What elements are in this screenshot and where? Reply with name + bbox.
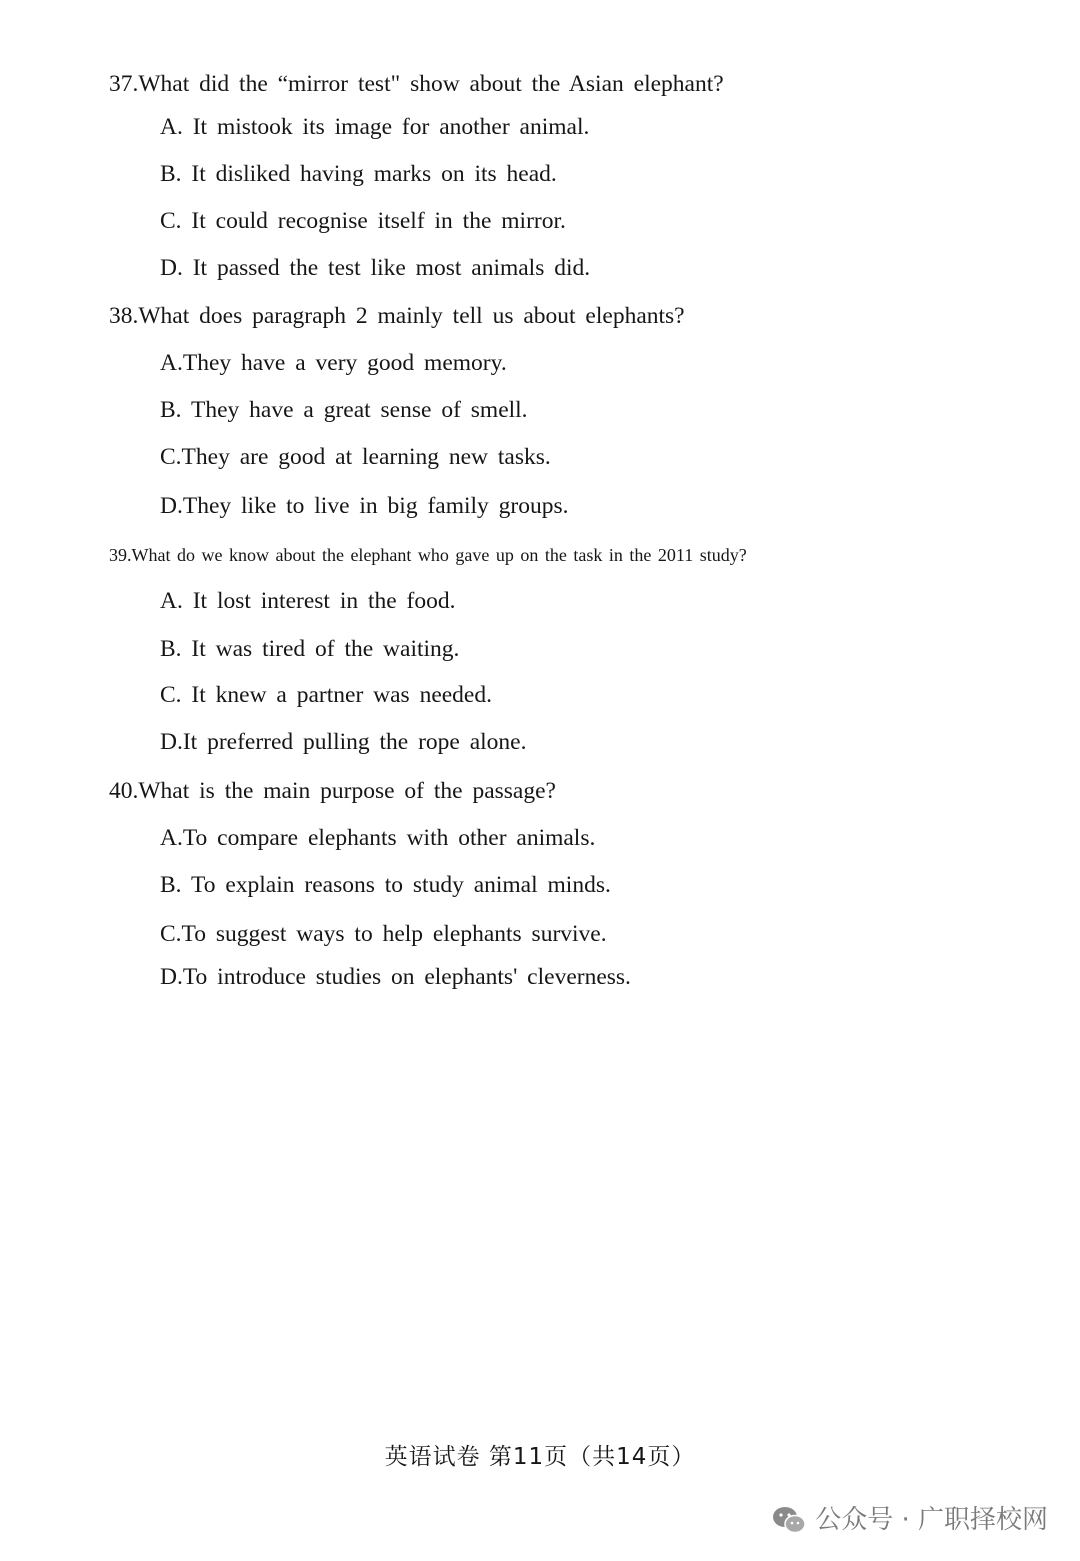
question-39-option-c: C. It knew a partner was needed. <box>160 682 492 708</box>
question-38: 38.What does paragraph 2 mainly tell us about elephants? <box>109 303 685 329</box>
page-footer: 英语试卷 第11页（共14页） <box>384 1444 696 1470</box>
question-37: 37.What did the “mirror test" show about the Asian elephant? <box>109 71 724 97</box>
question-37-option-a: A. It mistook its image for another animal. <box>160 114 590 140</box>
question-40: 40.What is the main purpose of the passage? <box>109 778 556 804</box>
question-37-option-c: C. It could recognise itself in the mirror. <box>160 208 566 234</box>
question-39-option-b: B. It was tired of the waiting. <box>160 636 460 662</box>
question-39-option-a: A. It lost interest in the food. <box>160 588 456 614</box>
question-38-option-c: C.They are good at learning new tasks. <box>160 444 551 470</box>
watermark <box>771 1505 1048 1535</box>
question-40-option-c: C.To suggest ways to help elephants survive. <box>160 921 607 947</box>
question-37-option-d: D. It passed the test like most animals did. <box>160 255 591 281</box>
watermark-text: 公众号 · 广职择校网 <box>815 1505 1048 1535</box>
question-38-option-d: D.They like to live in big family groups. <box>160 493 569 519</box>
question-40-option-d: D.To introduce studies on elephants' cleverness. <box>160 964 631 990</box>
wechat-icon <box>771 1505 807 1535</box>
question-39: 39.What do we know about the elephant who gave up on the task in the 2011 study? <box>109 545 747 565</box>
question-40-option-a: A.To compare elephants with other animals. <box>160 825 596 851</box>
question-38-option-a: A.They have a very good memory. <box>160 350 507 376</box>
question-37-option-b: B. It disliked having marks on its head. <box>160 161 557 187</box>
question-39-option-d: D.It preferred pulling the rope alone. <box>160 729 527 755</box>
question-40-option-b: B. To explain reasons to study animal minds. <box>160 872 611 898</box>
question-38-option-b: B. They have a great sense of smell. <box>160 397 528 423</box>
